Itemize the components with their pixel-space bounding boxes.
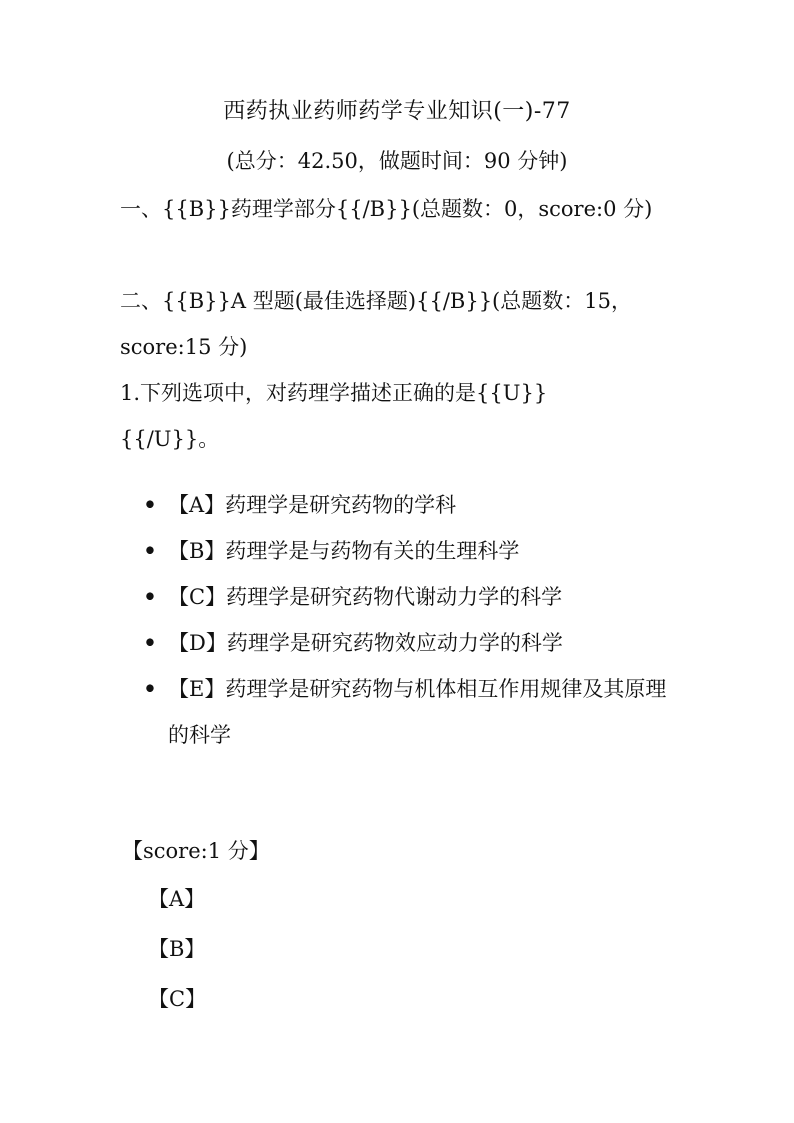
option-item-a: [140, 482, 680, 528]
option-text: 【A】药理学是研究药物的学科: [168, 493, 457, 517]
option-list: [140, 482, 680, 758]
section-heading-1: 一、{{B}}药理学部分{{/B}}(总题数：0，score:0 分): [120, 197, 653, 221]
option-item-b: [140, 528, 680, 574]
answer-item-c: 【C】: [148, 987, 207, 1011]
option-item-d: [140, 620, 680, 666]
option-item-c: [140, 574, 680, 620]
document-subtitle: (总分：42.50，做题时间：90 分钟): [226, 149, 568, 173]
bullet-icon: •: [143, 676, 157, 701]
answer-list: [148, 874, 206, 1024]
option-text: 【B】药理学是与药物有关的生理科学: [168, 539, 520, 563]
document-title: 西药执业药师药学专业知识(一)-77: [223, 99, 571, 124]
bullet-icon: •: [143, 630, 157, 655]
option-text: 【E】药理学是研究药物与机体相互作用规律及其原理的科学: [168, 677, 667, 747]
answer-item-b: 【B】: [148, 937, 206, 961]
bullet-icon: •: [143, 492, 157, 517]
bullet-icon: •: [143, 538, 157, 563]
option-item-e: [140, 666, 680, 758]
option-text: 【C】药理学是研究药物代谢动力学的科学: [168, 585, 563, 609]
question-text: 1.下列选项中，对药理学描述正确的是{{U}}{{/U}}。: [120, 381, 548, 451]
section-heading-2: 二、{{B}}A 型题(最佳选择题){{/B}}(总题数：15，score:15 分): [120, 289, 632, 359]
option-text: 【D】药理学是研究药物效应动力学的科学: [168, 631, 563, 655]
bullet-icon: •: [143, 584, 157, 609]
answer-item-a: 【A】: [148, 887, 206, 911]
question-score: 【score:1 分】: [122, 839, 270, 863]
